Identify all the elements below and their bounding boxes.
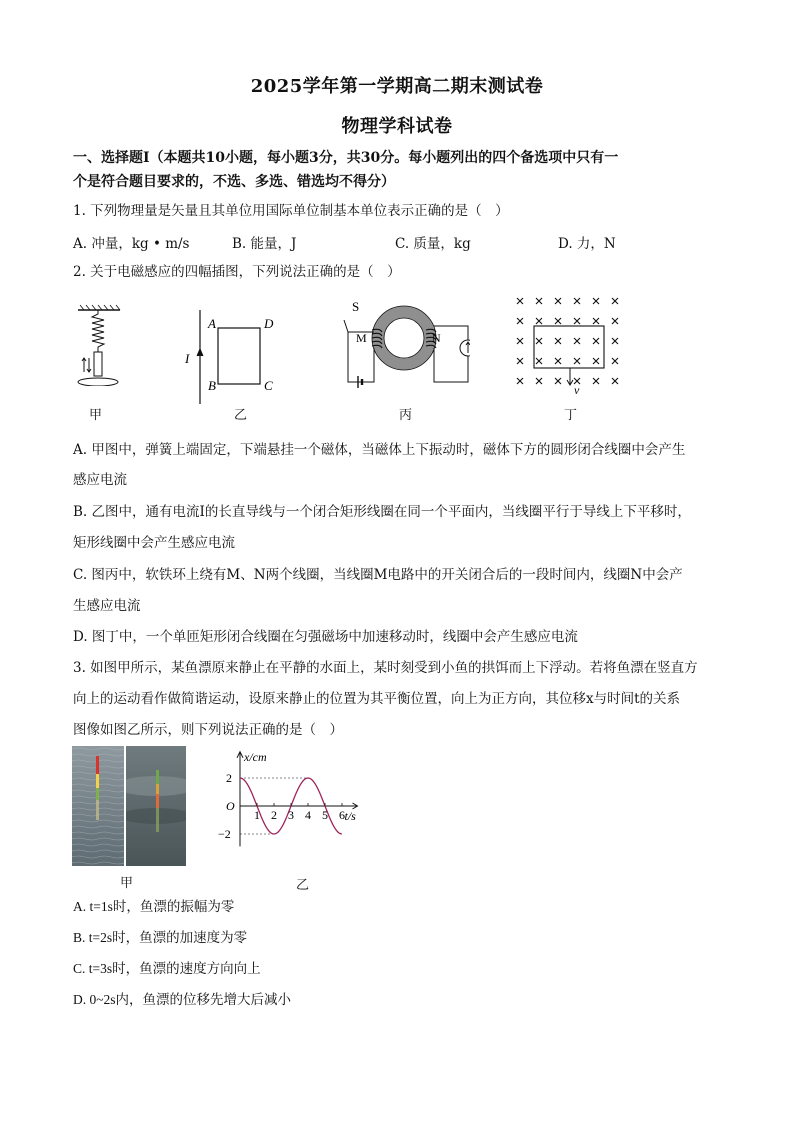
field-cross-icon (612, 298, 618, 304)
field-cross-icon (612, 378, 618, 384)
field-cross-icon (574, 318, 580, 324)
field-cross-icon (517, 298, 523, 304)
q1-option-b: B. 能量，J (232, 236, 297, 252)
label-d: D (264, 316, 274, 331)
q3-option-a: A. t=1s时，鱼漂的振幅为零 (73, 899, 235, 914)
field-cross-icon (555, 358, 561, 364)
q2-caption-yi: 乙 (234, 408, 248, 423)
exam-title: 2025学年第一学期高二期末测试卷 (250, 76, 544, 97)
field-cross-icon (593, 378, 599, 384)
q2-figure-jia (70, 304, 130, 386)
q3-option-d: D. 0~2s内，鱼漂的位移先增大后减小 (73, 992, 292, 1007)
field-cross-icon (612, 338, 618, 344)
q1-stem: 1. 下列物理量是矢量且其单位用国际单位制基本单位表示正确的是（ ） (73, 203, 509, 219)
field-cross-icon (593, 338, 599, 344)
label-c: C (264, 378, 273, 393)
label-a: A (208, 316, 216, 331)
field-cross-icon (517, 378, 523, 384)
label-m: M (356, 331, 367, 345)
q2-caption-jia: 甲 (89, 408, 103, 423)
field-cross-icon (612, 358, 618, 364)
field-cross-icon (536, 298, 542, 304)
q2-option-d: D. 图丁中，一个单匝矩形闭合线圈在匀强磁场中加速移动时，线圈中会产生感应电流 (73, 629, 578, 645)
field-cross-icon (593, 298, 599, 304)
q3-photo-float-moving (126, 746, 186, 866)
field-cross-icon (536, 338, 542, 344)
chart-origin-label: O (226, 799, 235, 813)
field-cross-icon (612, 318, 618, 324)
field-cross-icon (593, 318, 599, 324)
label-v: v (574, 383, 580, 397)
q2-caption-ding: 丁 (564, 408, 578, 423)
q3-displacement-time-chart (218, 750, 388, 870)
q2-figure-ding (510, 292, 630, 398)
q2-figure-yi (180, 306, 280, 406)
section-heading-line2: 个是符合题目要求的，不选、多选、错选均不得分） (73, 174, 395, 190)
q2-stem: 2. 关于电磁感应的四幅插图，下列说法正确的是（ ） (73, 264, 401, 280)
chart-x-tick-label: 6 (339, 808, 345, 822)
exam-subtitle: 物理学科试卷 (341, 116, 453, 137)
label-n: N (432, 331, 441, 345)
field-cross-icon (555, 298, 561, 304)
q2-option-c-line2: 生感应电流 (73, 598, 141, 614)
chart-x-tick-label: 1 (254, 808, 260, 822)
q2-option-b-line2: 矩形线圈中会产生感应电流 (73, 535, 235, 551)
q1-option-d: D. 力，N (558, 236, 616, 252)
chart-y-tick-label: −2 (218, 827, 231, 841)
chart-x-tick-label: 3 (288, 808, 294, 822)
field-cross-icon (593, 358, 599, 364)
q2-option-a-line1: A. 甲图中，弹簧上端固定，下端悬挂一个磁体，当磁体上下振动时，磁体下方的圆形闭合线圈中会产生 (73, 442, 686, 458)
q3-stem-line2: 向上的运动看作做简谐运动，设原来静止的位置为其平衡位置，向上为正方向，其位移x与时间t的关系 (73, 691, 681, 707)
chart-x-tick-label: 2 (271, 808, 277, 822)
q1-option-c: C. 质量，kg (395, 236, 471, 252)
field-cross-icon (574, 298, 580, 304)
q3-caption-jia: 甲 (120, 876, 134, 891)
chart-x-tick-label: 4 (305, 808, 311, 822)
section-heading-line1: 一、选择题Ⅰ（本题共10小题，每小题3分，共30分。每小题列出的四个备选项中只有一 (73, 150, 619, 166)
chart-x-tick-label: 5 (322, 808, 328, 822)
field-cross-icon (574, 358, 580, 364)
field-cross-icon (555, 378, 561, 384)
chart-y-tick-label: 2 (226, 771, 232, 785)
label-i: I (185, 351, 190, 366)
q3-option-b: B. t=2s时，鱼漂的加速度为零 (73, 930, 248, 945)
field-cross-icon (536, 358, 542, 364)
field-cross-icon (536, 378, 542, 384)
q1-option-a: A. 冲量，kg • m/s (73, 236, 190, 252)
field-cross-icon (536, 318, 542, 324)
label-b: B (208, 378, 216, 393)
q3-caption-yi: 乙 (296, 878, 310, 893)
label-s: S (352, 299, 360, 314)
q2-option-a-line2: 感应电流 (73, 472, 127, 488)
q2-caption-bing: 丙 (399, 408, 413, 423)
q3-photo-float-still (72, 746, 124, 866)
q2-option-c-line1: C. 图丙中，软铁环上绕有M、N两个线圈，当线圈M电路中的开关闭合后的一段时间内，线圈N中会产 (73, 567, 683, 583)
q3-stem-line1: 3. 如图甲所示，某鱼漂原来静止在平静的水面上，某时刻受到小鱼的拱饵而上下浮动。若将鱼漂在竖直方 (73, 660, 698, 676)
q2-option-b-line1: B. 乙图中，通有电流I的长直导线与一个闭合矩形线圈在同一个平面内，当线圈平行于导线上下平移时， (73, 504, 691, 520)
field-cross-icon (517, 318, 523, 324)
field-cross-icon (555, 318, 561, 324)
chart-y-axis-label: x/cm (244, 750, 267, 764)
field-cross-icon (574, 338, 580, 344)
q3-option-c: C. t=3s时，鱼漂的速度方向向上 (73, 961, 261, 976)
q3-stem-line3: 图像如图乙所示，则下列说法正确的是（ ） (73, 722, 343, 738)
field-cross-icon (517, 358, 523, 364)
field-cross-icon (555, 338, 561, 344)
chart-x-axis-label: t/s (344, 809, 356, 823)
field-cross-icon (517, 338, 523, 344)
q2-figure-bing (340, 296, 470, 390)
